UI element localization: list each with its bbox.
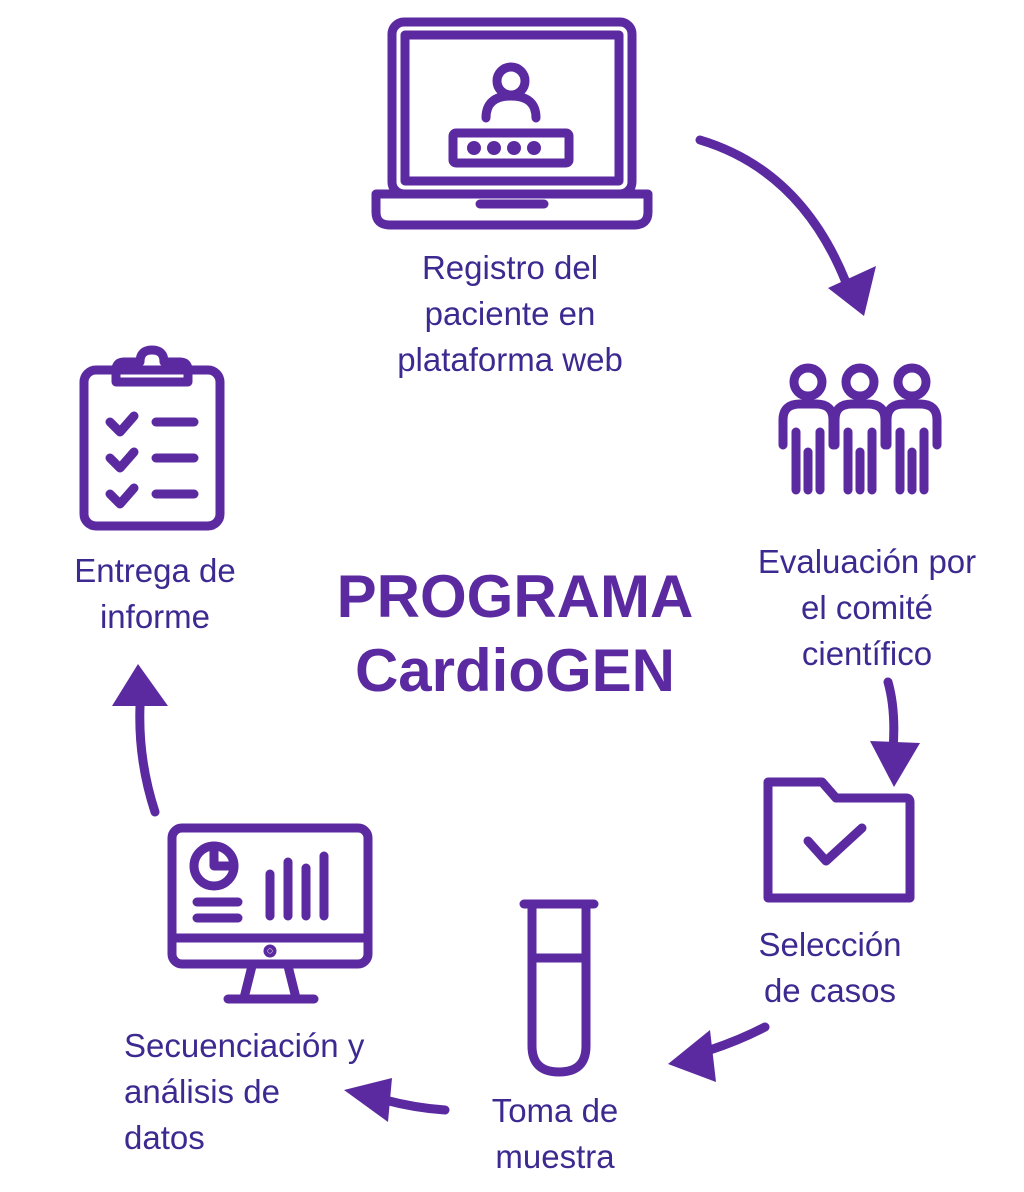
program-title: PROGRAMA CardioGEN <box>336 563 694 704</box>
step-label-entrega: Entrega de informe <box>74 552 236 635</box>
arrow-3-icon <box>710 1027 765 1050</box>
step-label-registro: Registro del paciente en plataforma web <box>397 249 623 378</box>
arrow-4-icon <box>385 1100 445 1110</box>
arrowhead-1-icon <box>828 266 876 316</box>
arrowhead-2-icon <box>870 741 920 787</box>
arrowhead-5-icon <box>112 664 168 706</box>
clipboard-checklist-icon <box>84 350 220 526</box>
arrowhead-3-icon <box>668 1030 716 1082</box>
committee-people-icon <box>783 368 937 490</box>
test-tube-icon <box>524 904 594 1072</box>
step-label-seleccion: Selección de casos <box>758 926 902 1009</box>
arrow-1-icon <box>700 140 845 280</box>
step-label-secuenciacion: Secuenciación y análisis de datos <box>124 1027 365 1156</box>
arrow-2-icon <box>888 682 894 750</box>
laptop-login-icon <box>376 22 648 225</box>
monitor-analytics-icon <box>172 828 368 999</box>
step-label-evaluacion: Evaluación por el comité científico <box>757 543 977 672</box>
folder-check-icon <box>768 782 910 898</box>
step-label-toma: Toma de muestra <box>491 1092 619 1175</box>
arrow-5-icon <box>140 706 155 812</box>
